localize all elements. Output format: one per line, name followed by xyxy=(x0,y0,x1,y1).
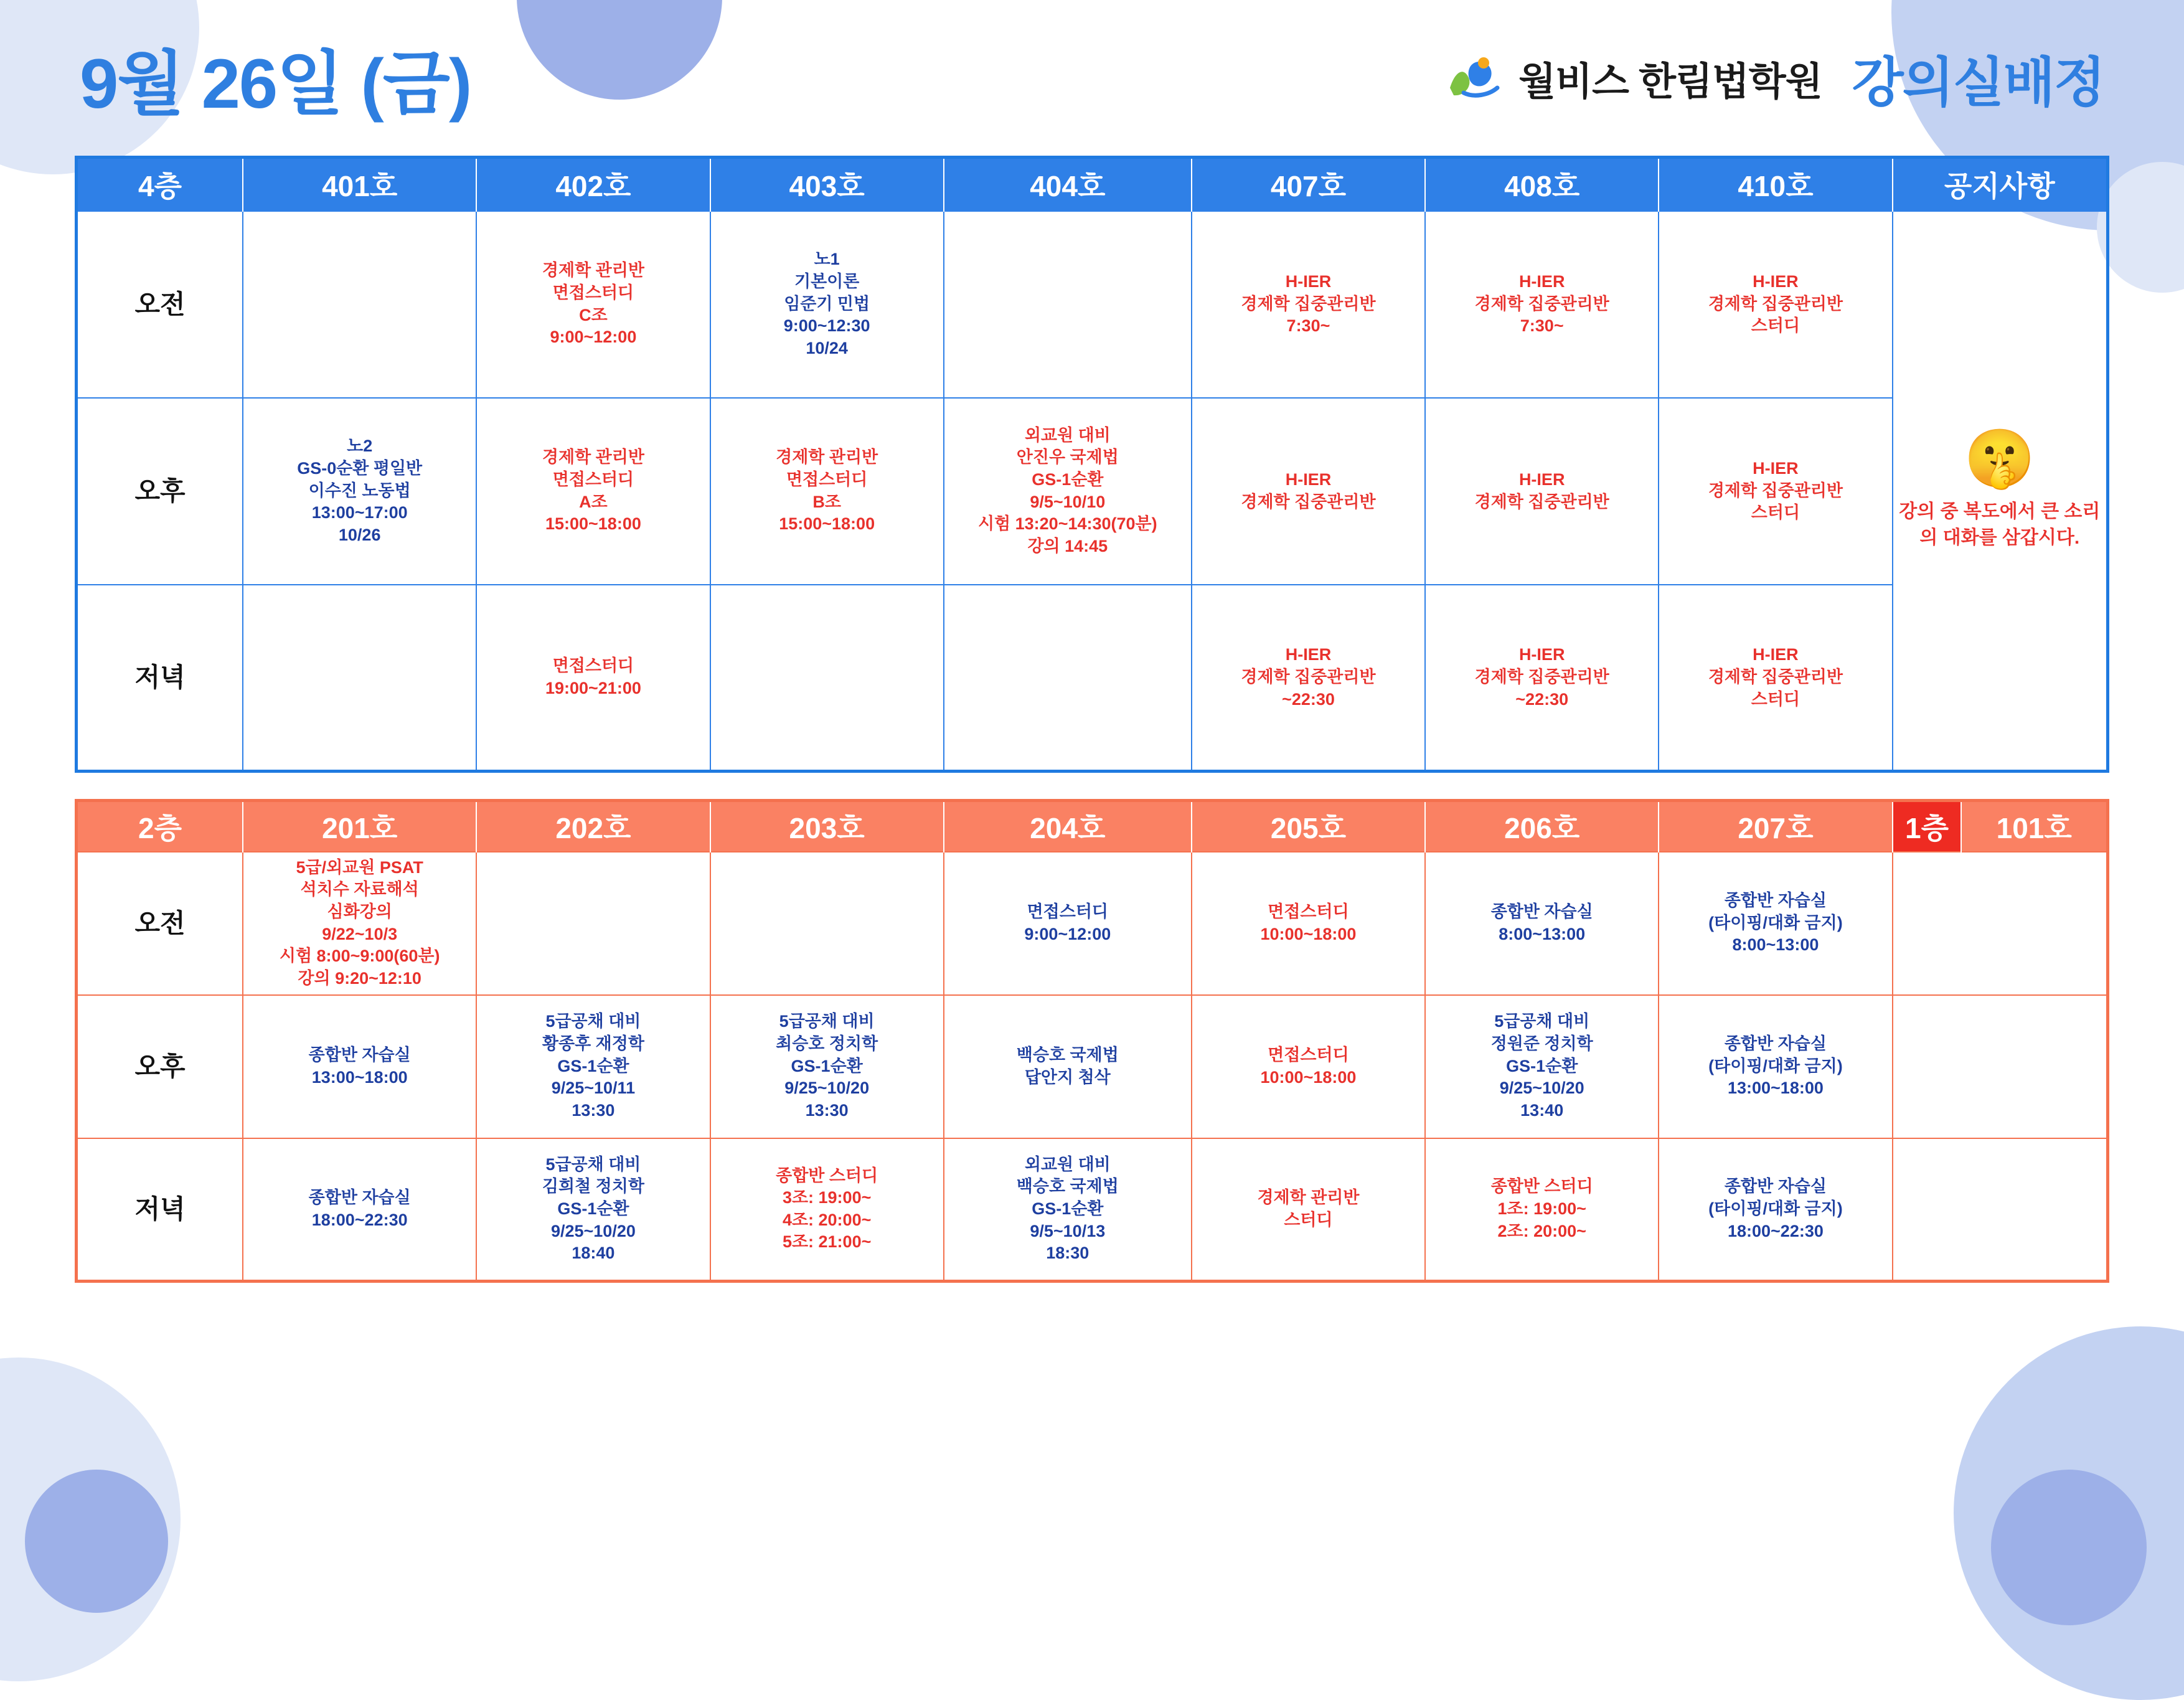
cell-line: 18:00~22:30 xyxy=(311,1210,408,1229)
cell-line: 경제학 집중관리반 xyxy=(1241,667,1376,686)
page-header xyxy=(75,0,2109,156)
cell-line: (타이핑/대화 금지) xyxy=(1708,1199,1843,1218)
cell-410-afternoon xyxy=(1659,398,1892,585)
cell-line: 안진우 국제법 xyxy=(1016,448,1119,467)
cell-line: 정원준 정치학 xyxy=(1490,1034,1593,1054)
floor4-row-label-evening: 저녁 xyxy=(77,585,243,772)
cell-line: 경제학 집중관리반 xyxy=(1708,481,1843,500)
cell-205-morning xyxy=(1192,852,1425,995)
cell-line: 18:40 xyxy=(572,1244,615,1263)
cell-line: 답안지 첨삭 xyxy=(1024,1067,1111,1087)
cell-line: 13:00~17:00 xyxy=(311,503,408,522)
cell-line: GS-1순환 xyxy=(1032,470,1104,489)
cell-line: 8:00~13:00 xyxy=(1732,935,1819,955)
cell-line: GS-1순환 xyxy=(1032,1199,1104,1218)
cell-line: 10:00~18:00 xyxy=(1260,1067,1357,1087)
cell-line: 종합반 스터디 xyxy=(1490,1177,1593,1196)
cell-line: 경제학 집중관리반 xyxy=(1241,492,1376,511)
page-title: 9월 26일 (금) xyxy=(80,44,471,123)
cell-line: 18:00~22:30 xyxy=(1727,1221,1824,1240)
cell-line: 4조: 20:00~ xyxy=(782,1210,872,1229)
cell-line: C조 xyxy=(579,305,608,324)
cell-line: 7:30~ xyxy=(1286,316,1330,336)
cell-line: 8:00~13:00 xyxy=(1499,924,1586,943)
cell-line: 13:30 xyxy=(572,1100,615,1120)
floor2-row-label-morning: 오전 xyxy=(77,852,243,995)
cell-201-evening xyxy=(243,1138,476,1282)
cell-line: 9/25~10/20 xyxy=(550,1221,636,1240)
notice-line-2: 큰 소리의 대화를 xyxy=(1919,501,2101,548)
wolbis-logo-icon xyxy=(1445,53,1505,103)
cell-line: 경제학 집중관리반 xyxy=(1474,492,1609,511)
cell-401-morning xyxy=(243,211,476,398)
floor4-table xyxy=(75,156,2109,773)
cell-402-morning xyxy=(476,211,710,398)
cell-207-afternoon xyxy=(1659,995,1892,1138)
cell-line: 시험 13:20~14:30(70분) xyxy=(977,514,1157,534)
cell-203-evening xyxy=(710,1138,944,1282)
cell-203-afternoon xyxy=(710,995,944,1138)
floor4-col-floor: 4층 xyxy=(77,158,243,211)
floor1-label: 1층 xyxy=(1893,801,1962,852)
cell-line: 백승호 국제법 xyxy=(1016,1045,1119,1064)
cell-line: 9/25~10/20 xyxy=(784,1079,870,1098)
cell-line: 외교원 대비 xyxy=(1024,1155,1111,1174)
cell-line: (타이핑/대화 금지) xyxy=(1708,913,1843,932)
cell-403-evening xyxy=(710,585,944,772)
cell-line: 김희철 정치학 xyxy=(542,1177,644,1196)
cell-line: 5조: 21:00~ xyxy=(782,1232,872,1252)
cell-line: 면접스터디 xyxy=(552,283,634,302)
floor2-col-207: 207호 xyxy=(1659,801,1892,852)
cell-410-evening xyxy=(1659,585,1892,772)
floor2-col-205: 205호 xyxy=(1192,801,1425,852)
cell-line: 10/26 xyxy=(338,525,381,544)
cell-line: H-IER xyxy=(1753,272,1799,291)
floor4-col-407: 407호 xyxy=(1192,158,1425,211)
floor4-col-notice: 공지사항 xyxy=(1893,158,2108,211)
cell-line: 강의 9:20~12:10 xyxy=(298,968,421,988)
notice-line-1: 강의 중 복도에서 xyxy=(1899,501,2036,522)
cell-line: 심화강의 xyxy=(327,902,392,921)
cell-line: 5급공채 대비 xyxy=(1494,1012,1590,1031)
cell-line: 3조: 19:00~ xyxy=(782,1188,872,1207)
cell-line: 스터디 xyxy=(1751,316,1800,336)
cell-line: 노2 xyxy=(347,437,373,456)
floor4-col-410: 410호 xyxy=(1659,158,1892,211)
cell-line: 황종후 재정학 xyxy=(542,1034,644,1054)
cell-407-afternoon xyxy=(1192,398,1425,585)
cell-line: 1조: 19:00~ xyxy=(1497,1199,1586,1218)
cell-204-morning xyxy=(944,852,1192,995)
cell-404-morning xyxy=(944,211,1192,398)
cell-408-evening xyxy=(1425,585,1659,772)
cell-line: 5급/외교원 PSAT xyxy=(296,857,423,877)
floor4-col-403: 403호 xyxy=(710,158,944,211)
cell-404-evening xyxy=(944,585,1192,772)
cell-line: 19:00~21:00 xyxy=(545,678,641,697)
cell-line: 10/24 xyxy=(806,338,848,357)
table-row xyxy=(77,585,2108,772)
cell-line: 9/5~10/13 xyxy=(1030,1221,1106,1240)
cell-line: 노1 xyxy=(814,250,840,269)
brand-name: 월비스 한림법학원 xyxy=(1518,60,1822,103)
cell-207-evening xyxy=(1659,1138,1892,1282)
cell-line: B조 xyxy=(812,492,841,511)
cell-line: 경제학 집중관리반 xyxy=(1708,294,1843,313)
floor4-header-row xyxy=(77,158,2108,211)
brand-area xyxy=(1445,39,2104,116)
floor2-col-201: 201호 xyxy=(243,801,476,852)
floor2-col-206: 206호 xyxy=(1425,801,1659,852)
notice-line-3: 삼갑시다. xyxy=(2002,527,2080,548)
table-row xyxy=(77,995,2108,1138)
cell-408-afternoon xyxy=(1425,398,1659,585)
cell-403-afternoon xyxy=(710,398,944,585)
cell-line: 9:00~12:00 xyxy=(550,328,637,347)
cell-line: 백승호 국제법 xyxy=(1016,1177,1119,1196)
cell-line: 면접스터디 xyxy=(1268,1045,1349,1064)
cell-101-evening xyxy=(1893,1138,2108,1282)
cell-403-morning xyxy=(710,211,944,398)
cell-line: 경제학 집중관리반 xyxy=(1474,667,1609,686)
cell-line: 경제학 관리반 xyxy=(776,448,878,467)
floor2-col-202: 202호 xyxy=(476,801,710,852)
cell-line: 면접스터디 xyxy=(552,470,634,489)
cell-line: 경제학 관리반 xyxy=(542,448,644,467)
cell-line: 10:00~18:00 xyxy=(1260,924,1357,943)
cell-line: H-IER xyxy=(1285,645,1332,664)
cell-line: GS-1순환 xyxy=(557,1199,629,1218)
cell-line: 5급공채 대비 xyxy=(545,1012,641,1031)
cell-line: 13:30 xyxy=(805,1100,849,1120)
floor2-table xyxy=(75,799,2109,1283)
cell-line: 경제학 관리반 xyxy=(542,261,644,280)
floor4-col-401: 401호 xyxy=(243,158,476,211)
cell-line: 경제학 집중관리반 xyxy=(1474,294,1609,313)
cell-line: 면접스터디 xyxy=(786,470,868,489)
cell-line: 13:00~18:00 xyxy=(311,1067,408,1087)
cell-line: 5급공채 대비 xyxy=(545,1155,641,1174)
cell-line: H-IER xyxy=(1285,470,1332,489)
cell-line: 2조: 20:00~ xyxy=(1497,1221,1586,1240)
cell-line: H-IER xyxy=(1518,272,1565,291)
floor2-col-204: 204호 xyxy=(944,801,1192,852)
cell-408-morning xyxy=(1425,211,1659,398)
cell-101-morning xyxy=(1893,852,2108,995)
cell-203-morning xyxy=(710,852,944,995)
cell-line: H-IER xyxy=(1753,645,1799,664)
cell-404-afternoon xyxy=(944,398,1192,585)
cell-410-morning xyxy=(1659,211,1892,398)
cell-line: 9/5~10/10 xyxy=(1030,492,1106,511)
cell-207-morning xyxy=(1659,852,1892,995)
cell-line: 9:00~12:30 xyxy=(783,316,870,336)
cell-202-evening xyxy=(476,1138,710,1282)
cell-line: 면접스터디 xyxy=(1027,902,1109,921)
floor2-row-label-afternoon: 오후 xyxy=(77,995,243,1138)
table-row xyxy=(77,1138,2108,1282)
cell-line: A조 xyxy=(579,492,608,511)
cell-line: ~22:30 xyxy=(1282,689,1335,709)
floor2-header-row xyxy=(77,801,2108,852)
cell-line: 종합반 자습실 xyxy=(1724,1034,1827,1054)
cell-line: 13:40 xyxy=(1520,1100,1564,1120)
cell-line: (타이핑/대화 금지) xyxy=(1708,1056,1843,1075)
cell-line: H-IER xyxy=(1518,470,1565,489)
cell-line: GS-1순환 xyxy=(557,1056,629,1075)
cell-line: 9/25~10/11 xyxy=(551,1079,636,1098)
floor2-col-101: 101호 xyxy=(1961,801,2107,852)
cell-line: 기본이론 xyxy=(794,272,860,291)
floor4-row-label-afternoon: 오후 xyxy=(77,398,243,585)
floor4-col-402: 402호 xyxy=(476,158,710,211)
cell-line: 9/25~10/20 xyxy=(1499,1079,1584,1098)
cell-line: H-IER xyxy=(1753,459,1799,478)
cell-line: 석치수 자료해석 xyxy=(300,880,419,899)
table-row xyxy=(77,852,2108,995)
floor2-col-floor: 2층 xyxy=(77,801,243,852)
cell-line: 종합반 스터디 xyxy=(776,1166,878,1185)
cell-402-evening xyxy=(476,585,710,772)
cell-line: 종합반 자습실 xyxy=(1490,902,1593,921)
cell-407-morning xyxy=(1192,211,1425,398)
cell-line: 임준기 민법 xyxy=(784,294,870,313)
cell-206-evening xyxy=(1425,1138,1659,1282)
cell-line: 18:30 xyxy=(1046,1244,1090,1263)
cell-402-afternoon xyxy=(476,398,710,585)
cell-line: 경제학 집중관리반 xyxy=(1241,294,1376,313)
shush-face-icon: 🤫 xyxy=(1964,427,2036,491)
cell-line: 9/22~10/3 xyxy=(322,924,398,943)
cell-line: 종합반 자습실 xyxy=(1724,891,1827,910)
cell-101-afternoon xyxy=(1893,995,2108,1138)
cell-line: 스터디 xyxy=(1284,1210,1333,1229)
cell-line: 13:00~18:00 xyxy=(1727,1079,1824,1098)
cell-201-morning xyxy=(243,852,476,995)
cell-line: 최승호 정치학 xyxy=(776,1034,878,1054)
cell-204-evening xyxy=(944,1138,1192,1282)
cell-line: H-IER xyxy=(1518,645,1565,664)
cell-205-evening xyxy=(1192,1138,1425,1282)
cell-204-afternoon xyxy=(944,995,1192,1138)
cell-line: 종합반 자습실 xyxy=(308,1045,411,1064)
cell-line: 경제학 관리반 xyxy=(1257,1188,1360,1207)
cell-line: 시험 8:00~9:00(60분) xyxy=(279,947,440,966)
cell-line: GS-1순환 xyxy=(1506,1056,1578,1075)
cell-line: 종합반 자습실 xyxy=(308,1188,411,1207)
table-row xyxy=(77,211,2108,398)
cell-201-afternoon xyxy=(243,995,476,1138)
cell-407-evening xyxy=(1192,585,1425,772)
cell-206-morning xyxy=(1425,852,1659,995)
floor2-col-203: 203호 xyxy=(710,801,944,852)
cell-line: 강의 14:45 xyxy=(1027,536,1108,555)
cell-line: 9:00~12:00 xyxy=(1024,924,1111,943)
cell-line: 스터디 xyxy=(1751,689,1800,709)
cell-line: GS-0순환 평일반 xyxy=(297,459,423,478)
cell-line: ~22:30 xyxy=(1515,689,1569,709)
floor4-col-404: 404호 xyxy=(944,158,1192,211)
table-row xyxy=(77,398,2108,585)
cell-line: H-IER xyxy=(1285,272,1332,291)
cell-202-morning xyxy=(476,852,710,995)
cell-line: 스터디 xyxy=(1751,503,1800,522)
cell-line: 이수진 노동법 xyxy=(308,481,411,500)
cell-202-afternoon xyxy=(476,995,710,1138)
floor2-row-label-evening: 저녁 xyxy=(77,1138,243,1282)
cell-205-afternoon xyxy=(1192,995,1425,1138)
cell-line: 면접스터디 xyxy=(552,656,634,676)
cell-line: 15:00~18:00 xyxy=(779,514,875,534)
cell-line: 종합반 자습실 xyxy=(1724,1177,1827,1196)
cell-line: GS-1순환 xyxy=(791,1056,863,1075)
floor4-col-408: 408호 xyxy=(1425,158,1659,211)
cell-401-evening xyxy=(243,585,476,772)
cell-401-afternoon xyxy=(243,398,476,585)
cell-line: 7:30~ xyxy=(1520,316,1564,336)
notice-cell xyxy=(1893,211,2108,772)
floor4-row-label-morning: 오전 xyxy=(77,211,243,398)
cell-line: 면접스터디 xyxy=(1268,902,1349,921)
cell-line: 15:00~18:00 xyxy=(545,514,641,534)
cell-line: 외교원 대비 xyxy=(1024,425,1111,445)
cell-206-afternoon xyxy=(1425,995,1659,1138)
document-title: 강의실배정 xyxy=(1852,53,2104,113)
cell-line: 경제학 집중관리반 xyxy=(1708,667,1843,686)
cell-line: 5급공채 대비 xyxy=(779,1012,875,1031)
